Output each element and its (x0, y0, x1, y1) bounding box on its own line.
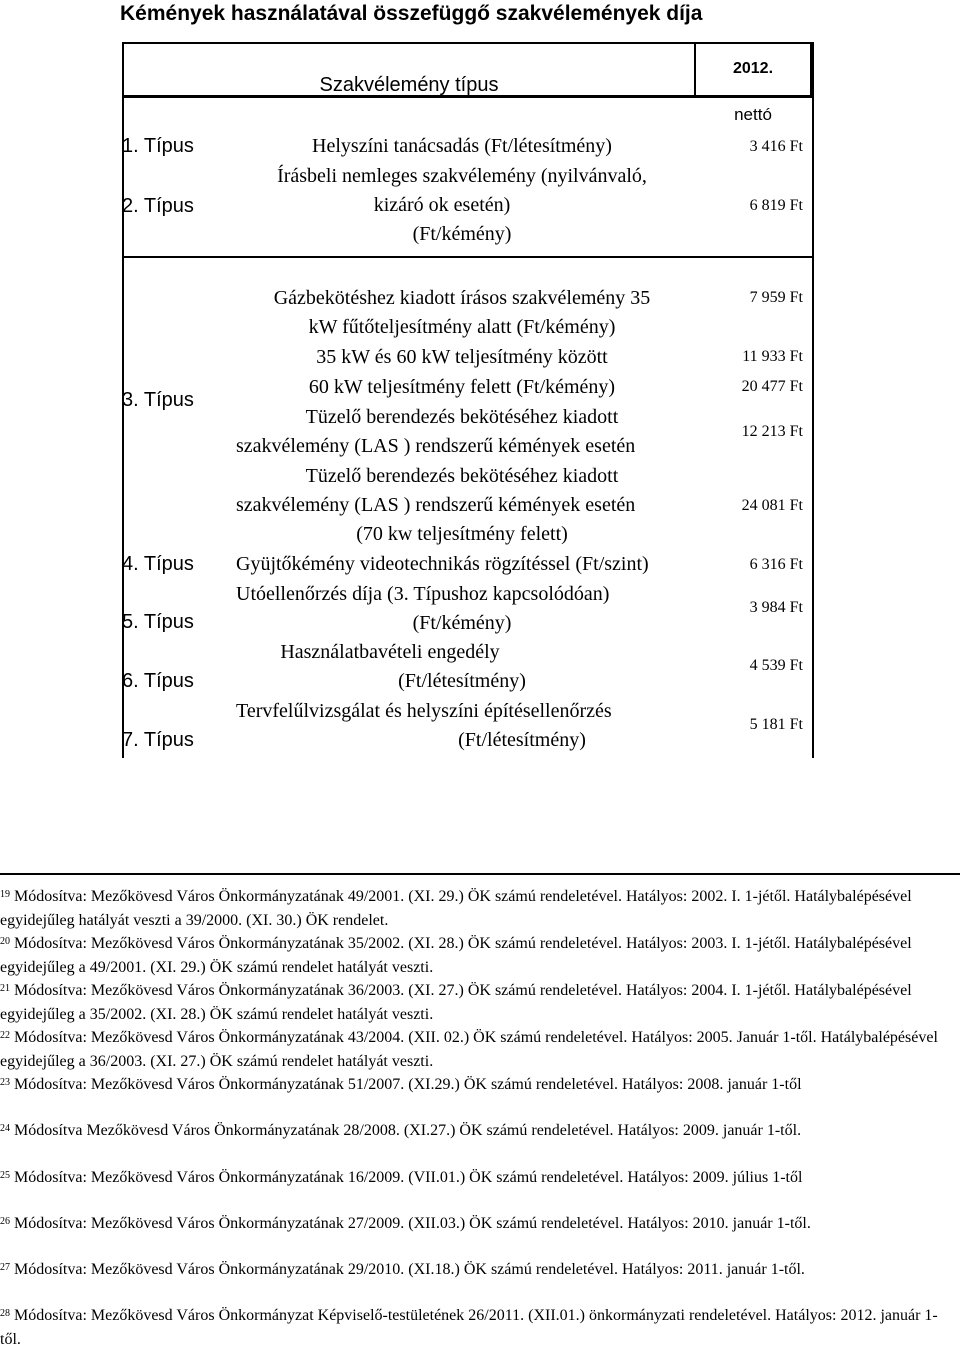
footnote-28: $^{28}$ Módosítva: Mezőkövesd Város Önkormányzat Képviselő-testületének 26/2011. (XII.01.) önkormányzati rendeletével. Hatályos: 2012. január 1-től. (0, 1307, 938, 1348)
row-2-desc-line-3: (Ft/kémény) (412, 223, 512, 245)
row-4-desc: Gyüjtőkémény videotechnikás rögzítéssel (Ft/szint) (236, 553, 649, 575)
row-3e-desc-line-1: Tüzelő berendezés bekötéséhez kiadott (305, 465, 619, 487)
row-2-desc-line-1: Írásbeli nemleges szakvélemény (nyilvánvaló, (277, 165, 647, 187)
footnote-24: $^{24}$ Módosítva Mezőkövesd Város Önkormányzatának 28/2008. (XI.27.) ÖK számú rendeletével. Hatályos: 2009. január 1-től. (0, 1122, 802, 1139)
table-right-border (812, 98, 814, 758)
row-2-price: 6 819 Ft (749, 197, 803, 214)
row-3a-price: 7 959 Ft (749, 289, 803, 306)
header-type-label: Szakvélemény típus (319, 74, 499, 96)
row-3b-desc: 35 kW és 60 kW teljesítmény között (316, 346, 608, 368)
footnote-21: $^{21}$ Módosítva: Mezőkövesd Város Önkormányzatának 36/2003. (XI. 27.) ÖK számú rendeletével. Hatályos: 2004. I. 1-jétől. Hatálybalépésével egyidejűleg a 35/2002. (XI. 28.) ÖK számú rendelet hatályát veszti. (0, 982, 912, 1023)
header-net-label: nettó (734, 105, 772, 124)
row-6-desc-line-2: (Ft/létesítmény) (398, 670, 526, 692)
row-3e-desc-line-3: (70 kw teljesítmény felett) (356, 523, 568, 545)
table-divider-2-3 (122, 256, 814, 258)
row-4-type: 4. Típus (122, 553, 194, 575)
footnote-19: $^{19}$ Módosítva: Mezőkövesd Város Önkormányzatának 49/2001. (XI. 29.) ÖK számú rendeletével. Hatályos: 2002. I. 1-jétől. Hatálybalépésével egyidejűleg hatályát veszti a 39/2000. (XI. 30.) ÖK rendelet. (0, 888, 912, 929)
row-3e-desc-line-2: szakvélemény (LAS ) rendszerű kémények esetén (236, 494, 636, 516)
row-3d-desc-line-2: szakvélemény (LAS ) rendszerű kémények esetén (236, 435, 636, 457)
header-year-label: 2012. (732, 60, 774, 77)
row-5-desc-line-2: (Ft/kémény) (412, 612, 512, 634)
footnote-25: $^{25}$ Módosítva: Mezőkövesd Város Önkormányzatának 16/2009. (VII.01.) ÖK számú rendeletével. Hatályos: 2009. július 1-től (0, 1169, 803, 1186)
row-1-price: 3 416 Ft (749, 138, 803, 155)
row-6-type: 6. Típus (122, 670, 194, 692)
row-7-desc-line-2: (Ft/létesítmény) (458, 729, 586, 751)
footnote-20: $^{20}$ Módosítva: Mezőkövesd Város Önkormányzatának 35/2002. (XI. 28.) ÖK számú rendeletével. Hatályos: 2003. I. 1-jétől. Hatálybalépésével egyidejűleg a 49/2001. (XI. 29.) ÖK számú rendelet hatályát veszti. (0, 935, 912, 976)
row-7-type: 7. Típus (122, 729, 194, 751)
page-title: Kémények használatával összefüggő szakvélemények díja (120, 2, 703, 25)
row-5-type: 5. Típus (122, 611, 194, 633)
row-2-type: 2. Típus (122, 195, 194, 217)
row-3d-price: 12 213 Ft (741, 423, 803, 440)
row-5-price: 3 984 Ft (749, 599, 803, 616)
footnote-26: $^{26}$ Módosítva: Mezőkövesd Város Önkormányzatának 27/2009. (XII.03.) ÖK számú rendeletével. Hatályos: 2010. január 1-től. (0, 1215, 811, 1232)
row-1-desc: Helyszíni tanácsadás (Ft/létesítmény) (312, 135, 612, 157)
row-1-type: 1. Típus (122, 135, 194, 157)
footnote-separator (0, 873, 960, 875)
row-6-desc-line-1: Használatbavételi engedély (280, 641, 500, 663)
row-6-price: 4 539 Ft (749, 657, 803, 674)
row-5-desc-line-1: Utóellenőrzés díja (3. Típushoz kapcsolódóan) (236, 583, 610, 605)
row-3d-desc-line-1: Tüzelő berendezés bekötéséhez kiadott (305, 406, 619, 428)
row-7-price: 5 181 Ft (749, 716, 803, 733)
row-3a-desc-line-1: Gázbekötéshez kiadott írásos szakvélemény 35 (273, 287, 651, 309)
row-3-type: 3. Típus (122, 389, 194, 411)
row-2-desc-line-2: kizáró ok esetén) (373, 194, 511, 216)
footnote-22: $^{22}$ Módosítva: Mezőkövesd Város Önkormányzatának 43/2004. (XII. 02.) ÖK számú rendeletével. Hatályos: 2005. Január 1-től. Hatálybalépésével egyidejűleg a 36/2003. (XI. 27.) ÖK számú rendelet hatályát veszti. (0, 1029, 938, 1070)
row-3a-desc-line-2: kW fűtőteljesítmény alatt (Ft/kémény) (308, 316, 616, 338)
row-3b-price: 11 933 Ft (742, 348, 803, 365)
row-3c-desc: 60 kW teljesítmény felett (Ft/kémény) (308, 376, 616, 398)
row-3e-price: 24 081 Ft (741, 497, 803, 514)
row-4-price: 6 316 Ft (749, 556, 803, 573)
footnote-23: $^{23}$ Módosítva: Mezőkövesd Város Önkormányzatának 51/2007. (XI.29.) ÖK számú rendeletével. Hatályos: 2008. január 1-től (0, 1076, 802, 1093)
row-7-desc-line-1: Tervfelűlvizsgálat és helyszíni építésellenőrzés (236, 700, 612, 722)
footnote-27: $^{27}$ Módosítva: Mezőkövesd Város Önkormányzatának 29/2010. (XI.18.) ÖK számú rendeletével. Hatályos: 2011. január 1-től. (0, 1261, 805, 1278)
row-3c-price: 20 477 Ft (741, 378, 803, 395)
